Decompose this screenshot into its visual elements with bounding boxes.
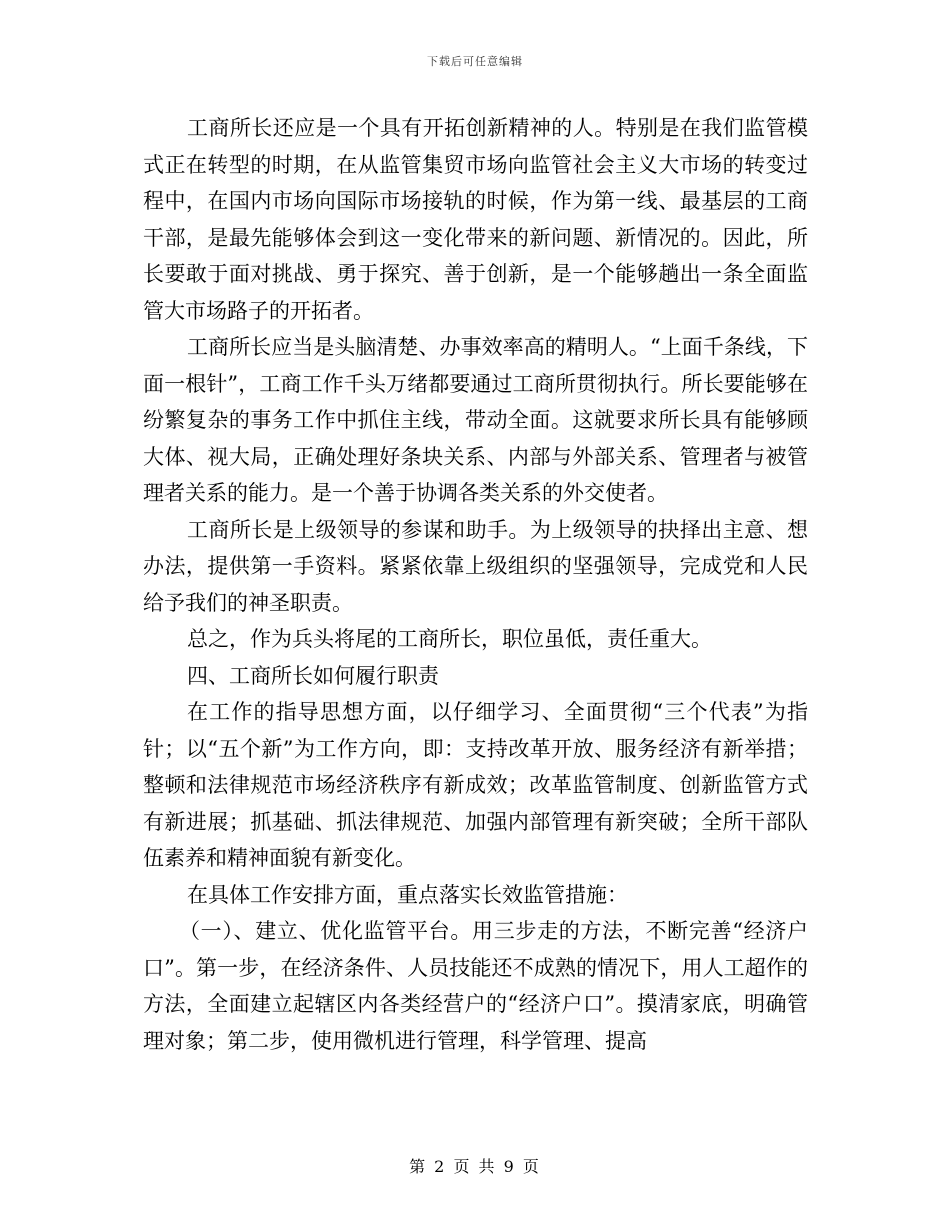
paragraph-innovator: 工商所长还应是一个具有开拓创新精神的人。特别是在我们监管模式正在转型的时期，在从监管集贸市场向监管社会主义大市场的转变过程中，在国内市场向国际市场接轨的时候，作为第一线、最基层的工商干部，是最先能够体会到这一变化带来的新问题、新情况的。因此，所长要敢于面对挑战、勇于探究、善于创新，是一个能够趟出一条全面监管大市场路子的开拓者。 [143,116,808,323]
document-body [143,110,808,1059]
paragraph-efficient-leader: 工商所长应当是头脑清楚、办事效率高的精明人。“上面千条线，下面一根针”，工商工作千头万绪都要通过工商所贯彻执行。所长要能够在纷繁复杂的事务工作中抓住主线，带动全面。这就要求所长具有能够顾大体、视大局，正确处理好条块关系、内部与外部关系、管理者与被管理者关系的能力。是一个善于协调各类关系的外交使者。 [143,335,808,505]
page-header-note: 下载后可任意编辑 [427,55,523,68]
paragraph-advisor: 工商所长是上级领导的参谋和助手。为上级领导的抉择出主意、想办法，提供第一手资料。紧紧依靠上级组织的坚强领导，完成党和人民给予我们的神圣职责。 [143,517,808,615]
paragraph-item-one: （一）、建立、优化监管平台。用三步走的方法，不断完善“经济户口”。第一步，在经济条件、人员技能还不成熟的情况下，用人工超作的方法，全面建立起辖区内各类经营户的“经济户口”。摸清家底，明确管理对象；第二步，使用微机进行管理，科学管理、提高 [143,919,808,1053]
paragraph-summary: 总之，作为兵头将尾的工商所长，职位虽低，责任重大。 [187,627,712,651]
paragraph-work-arrangement: 在具体工作安排方面，重点落实长效监管措施： [187,882,628,907]
page-number: 第 2 页 共 9 页 [409,1157,541,1176]
section-heading-duties: 四、工商所长如何履行职责 [187,663,439,688]
paragraph-guiding-ideology: 在工作的指导思想方面，以仔细学习、全面贯彻“三个代表”为指针；以“五个新”为工作方向，即：支持改革开放、服务经济有新举措；整顿和法律规范市场经济秩序有新成效；改革监管制度、创新监管方式有新进展；抓基础、抓法律规范、加强内部管理有新突破；全所干部队伍素养和精神面貌有新变化。 [143,700,808,870]
